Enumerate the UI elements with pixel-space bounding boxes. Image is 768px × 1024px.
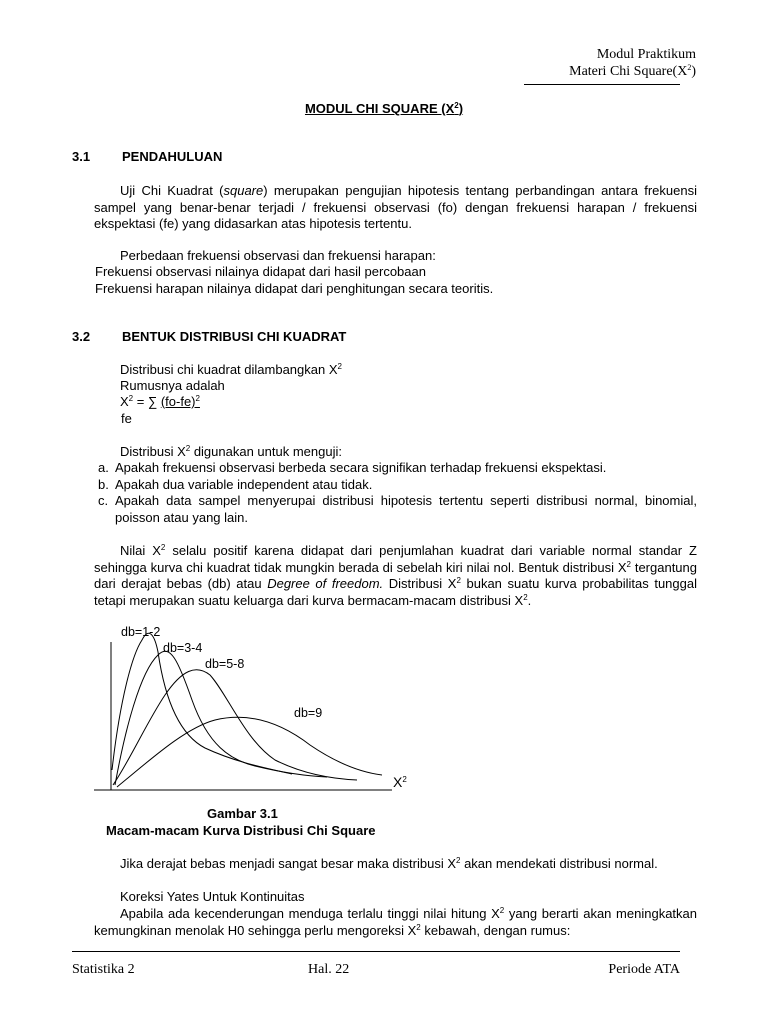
label-db-3-4: db=3-4 (163, 641, 203, 655)
paragraph-perbedaan: Perbedaan frekuensi observasi dan frekuensi harapan: (120, 248, 436, 263)
footer-rule (72, 951, 680, 952)
page-title: MODUL CHI SQUARE $(X^2)$ (304, 101, 464, 116)
text-frekuensi-observasi: Frekuensi observasi nilainya didapat dari hasil percobaan (95, 264, 426, 279)
axis-label-x2: $X^2$ (393, 774, 407, 790)
label-db-9: db=9 (294, 706, 323, 720)
label-db-5-8: db=5-8 (205, 657, 245, 671)
text-rumus: Rumusnya adalah (120, 378, 225, 393)
text-lambang: Distribusi chi kuadrat dilambangkan $X^2$ (120, 362, 342, 377)
paragraph-nilai-x2: Nilai $X^2$ selalu positif karena didapat dari penjumlahan kuadrat dari variable normal standar Z sehingga kurva chi kuadrat tidak mungkin berada di sebelah kiri nilai nol. Bentuk distribusi $X^2$ tergantung dari derajat bebas (db) atau Degree of freedom. Distribusi $X^2$ bukan suatu kurva probabilitas tunggal tetapi merupakan suatu keluarga dari kurva bermacam-macam distribusi $X^2$. (94, 543, 697, 608)
text-jika-derajat-bebas: Jika derajat bebas menjadi sangat besar maka distribusi $X^2$ akan mendekati distribusi normal. (120, 856, 658, 871)
paragraph-apabila: Apabila ada kecenderungan menduga terlalu tinggi nilai hitung $X^2$ yang berarti akan meningkatkan kemungkinan menolak H0 sehingga perlu mengoreksi $X^2$ kebawah, dengan rumus: (94, 906, 697, 938)
subheading-koreksi-yates: Koreksi Yates Untuk Kontinuitas (120, 889, 305, 904)
footer-period: Periode ATA (608, 962, 680, 977)
header-module-name: Modul Praktikum (596, 47, 696, 62)
label-db-1-2: db=1-2 (121, 625, 161, 639)
footer-page-number: Hal. 22 (308, 962, 350, 977)
list-item: b. Apakah dua variable independent atau tidak. (98, 476, 373, 492)
section-3-2-heading: BENTUK DISTRIBUSI CHI KUADRAT (122, 329, 347, 344)
header-subject: Materi Chi $Square(X^2)$ (569, 63, 696, 79)
figure-caption-number: Gambar 3.1 (207, 806, 278, 821)
section-3-1-number: 3.1 (72, 149, 91, 164)
paragraph-uji-chi-kuadrat: Uji Chi Kuadrat (square) merupakan pengujian hipotesis tentang perbandingan antara frekuensi sampel yang benar-benar terjadi / frekuensi observasi (fo) dengan frekuensi harapan / frekuensi ekspektasi (fe) yang didasarkan atas hipotesis tertentu. (94, 183, 697, 231)
text-frekuensi-harapan: Frekuensi harapan nilainya didapat dari penghitungan secara teoritis. (95, 281, 494, 296)
formula-chi-square: $X^2$ = ∑ $(fo-fe)^2$ (120, 394, 200, 409)
list-item: a. Apakah frekuensi observasi berbeda secara signifikan terhadap frekuensi ekspektasi. (98, 460, 607, 475)
formula-denominator: fe (121, 411, 132, 426)
list-item: c. Apakah data sampel menyerupai distribusi hipotesis tertentu seperti distribusi normal, binomial, poisson atau yang lain. (98, 493, 697, 525)
section-3-2-number: 3.2 (72, 329, 91, 344)
curve-db-9 (117, 717, 382, 787)
text-distribusi-digunakan: Distribusi $X^2$ digunakan untuk menguji: (120, 444, 342, 459)
curve-db-5-8 (113, 670, 357, 785)
section-3-1-heading: PENDAHULUAN (122, 149, 223, 164)
footer-course: Statistika 2 (72, 962, 135, 977)
figure-caption-title: Macam-macam Kurva Distribusi Chi Square (106, 823, 376, 838)
